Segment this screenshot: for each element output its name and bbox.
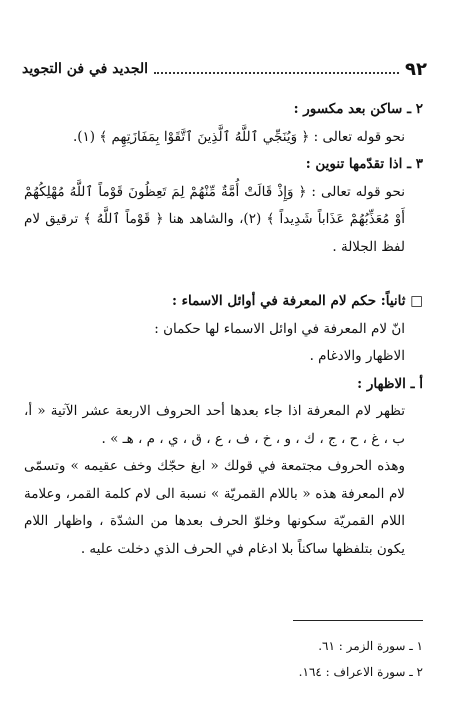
paragraph-two-rules: انّ لام المعرفة في اوائل الاسماء لها حكمان :	[154, 320, 405, 337]
footnote-divider	[293, 620, 423, 621]
heading-case-2: ٢ ـ ساكن بعد مكسور :	[293, 101, 423, 117]
paragraph-qamariyya: وهذه الحروف مجتمعة في قولك « ابغ حجّك وخف عقيمه » وتسمّى لام المعرفة هذه « باللام القمريّة » نسبة الى لام كلمة القمر، وعلامة اللام القمريّة سكونها وخلوّ الحرف بعدها من الشدّة ، واظهار اللام يكون بتلفظها ساكناً بلا ادغام في الحرف الذي دخلت عليه .	[24, 458, 405, 557]
section-heading-second: □ ثانياً: حكم لام المعرفة في أوائل الاسماء :	[171, 293, 423, 309]
page-number: ٩٢	[405, 58, 427, 80]
header-dotted-leader	[154, 72, 399, 74]
subheading-izhar: أ ـ الاظهار :	[357, 375, 423, 392]
book-title: الجديد في فن التجويد	[22, 61, 149, 77]
page-header	[22, 58, 427, 80]
example-verse-1: نحو قوله تعالى : ﴿ وَيُنَجِّي ٱللَّهُ ٱلَّذِينَ ٱتَّقَوْا بِمَفَازَتِهِم ﴾ (١).	[72, 128, 405, 145]
example-verse-2: نحو قوله تعالى : ﴿ وَإِذْ قَالَتْ أُمَّةٌ مِّنْهُمْ لِمَ تَعِظُونَ قَوْماً ٱللَّهُ مُهْلِكُهُمْ أَوْ مُعَذِّبُهُمْ عَذَاباً شَدِيداً ﴾ (٢)، والشاهد هنا ﴿ قَوْماً ٱللَّهُ ﴾ ترقيق لام لفظ الجلالة .	[24, 183, 405, 255]
page-body	[24, 96, 423, 563]
footnote-1: ١ ـ سورة الزمر : ٦١.	[318, 639, 423, 653]
heading-case-3: ٣ ـ اذا تقدّمها تنوين :	[305, 156, 423, 172]
paragraph-rules-names: الاظهار والادغام .	[309, 348, 405, 364]
footnotes	[24, 620, 423, 685]
section-spacer	[24, 261, 423, 288]
paragraph-izhar-letters: تظهر لام المعرفة اذا جاء بعدها أحد الحروف الاربعة عشر الآتية « أ، ب ، غ ، ح ، ج ، ك ، و ، خ ، ف ، ع ، ق ، ي ، م ، هـ » .	[24, 403, 405, 447]
footnote-2: ٢ ـ سورة الاعراف : ١٦٤.	[298, 665, 423, 679]
